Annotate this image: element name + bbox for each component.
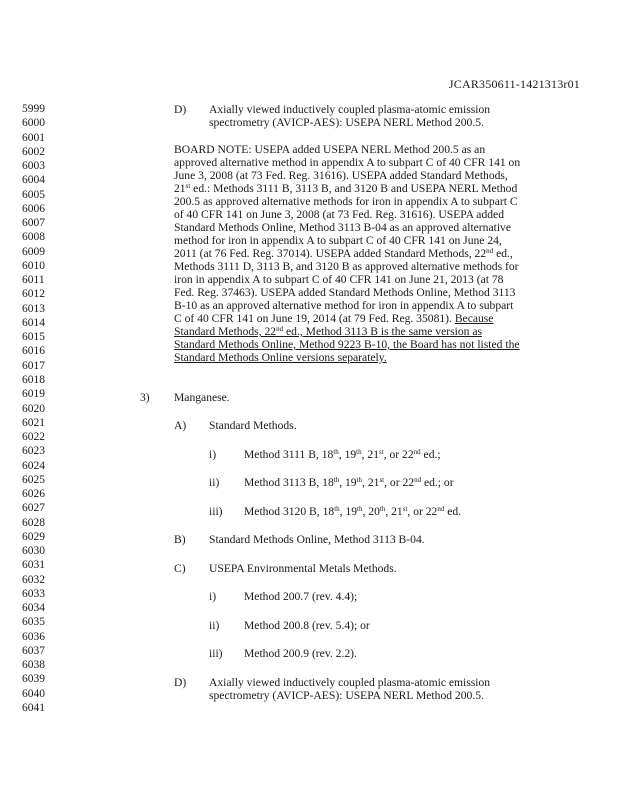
board-note-line-16: Standard Methods Online, Method 9223 B-10, the Board has not listed the — [174, 338, 520, 351]
board-note-line-17: Standard Methods Online versions separately. — [174, 351, 387, 364]
line-number: 6036 — [22, 630, 45, 643]
board-note-line-5: 200.5 as approved alternative methods for iron in appendix A to subpart C — [174, 195, 518, 208]
avicp-aes-label: D) — [174, 676, 187, 689]
manganese-title: Manganese. — [174, 391, 230, 404]
board-note-line-15: Standard Methods, 22nd ed., Method 3113 B is the same version as — [174, 325, 482, 338]
line-number: 6030 — [22, 545, 45, 558]
line-number: 6019 — [22, 388, 45, 401]
line-number: 6023 — [22, 445, 45, 458]
line-number: 6021 — [22, 416, 45, 429]
standard-methods-online-text: Standard Methods Online, Method 3113 B-04. — [209, 533, 425, 546]
line-number: 6002 — [22, 145, 45, 158]
line-number: 6024 — [22, 459, 45, 472]
line-number: 6006 — [22, 202, 45, 215]
line-number: 6041 — [22, 701, 45, 714]
usepa-methods-label: C) — [174, 562, 186, 575]
line-number: 6037 — [22, 644, 45, 657]
line-number: 6017 — [22, 359, 45, 372]
board-note-line-3: June 3, 2008 (at 73 Fed. Reg. 31616). USEPA added Standard Methods, — [174, 169, 508, 182]
item-d-line1: Axially viewed inductively coupled plasma-atomic emission — [209, 103, 491, 116]
line-number: 6004 — [22, 174, 45, 187]
line-number: 6014 — [22, 316, 45, 329]
board-note-line-13: B-10 as an approved alternative method for iron in appendix A to subpart — [174, 299, 514, 312]
line-number: 6016 — [22, 345, 45, 358]
line-number: 6031 — [22, 559, 45, 572]
method-3120-label: iii) — [209, 505, 223, 518]
board-note-line-6: of 40 CFR 141 on June 3, 2008 (at 73 Fed. Reg. 31616). USEPA added — [174, 208, 504, 221]
method-3120-text: Method 3120 B, 18th, 19th, 20th, 21st, or 22nd ed. — [244, 505, 462, 518]
line-number: 6025 — [22, 473, 45, 486]
line-number: 6029 — [22, 530, 45, 543]
line-number: 6028 — [22, 516, 45, 529]
avicp-aes-line1: Axially viewed inductively coupled plasma-atomic emission — [209, 676, 491, 689]
line-number: 6010 — [22, 259, 45, 272]
board-note-line-9: 2011 (at 76 Fed. Reg. 37014). USEPA added Standard Methods, 22nd ed., — [174, 247, 513, 260]
line-number: 6032 — [22, 573, 45, 586]
board-note-line-12: Fed. Reg. 37463). USEPA added Standard Methods Online, Method 3113 — [174, 286, 516, 299]
method-200-8-text: Method 200.8 (rev. 5.4); or — [244, 619, 370, 632]
line-number: 6020 — [22, 402, 45, 415]
line-number: 6013 — [22, 302, 45, 315]
board-note-line-10: Methods 3111 D, 3113 B, and 3120 B as approved alternative methods for — [174, 260, 519, 273]
line-number: 6035 — [22, 616, 45, 629]
line-number: 6026 — [22, 488, 45, 500]
usepa-methods-title: USEPA Environmental Metals Methods. — [209, 562, 397, 575]
line-number: 6003 — [22, 160, 45, 172]
method-200-9-label: iii) — [209, 647, 223, 660]
line-number: 6012 — [22, 288, 45, 301]
method-3113-text: Method 3113 B, 18th, 19th, 21st, or 22nd ed.; or — [244, 476, 454, 489]
item-d-label: D) — [174, 103, 187, 116]
method-3111-text: Method 3111 B, 18th, 19th, 21st, or 22nd ed.; — [244, 448, 441, 461]
line-number: 6001 — [22, 131, 45, 144]
board-note-line-1: BOARD NOTE: USEPA added USEPA NERL Method 200.5 as an — [174, 143, 486, 156]
line-number: 6011 — [22, 274, 45, 287]
line-number: 6008 — [22, 231, 45, 244]
board-note-line-7: Standard Methods Online, Method 3113 B-04 as an approved alternative — [174, 221, 511, 234]
line-number: 6034 — [22, 602, 45, 615]
board-note-line-8: method for iron in appendix A to subpart C of 40 CFR 141 on June 24, — [174, 234, 502, 247]
line-number: 6005 — [22, 188, 45, 201]
line-number: 6018 — [22, 373, 45, 386]
item-d-line2: spectrometry (AVICP-AES): USEPA NERL Method 200.5. — [209, 116, 484, 129]
method-3111-label: i) — [209, 448, 217, 461]
avicp-aes-line2: spectrometry (AVICP-AES): USEPA NERL Method 200.5. — [209, 689, 484, 702]
line-number: 6027 — [22, 502, 45, 515]
board-note-line-4: 21st ed.: Methods 3111 B, 3113 B, and 3120 B and USEPA NERL Method — [174, 182, 518, 195]
document-id-header: JCAR350611-1421313r01 — [448, 77, 580, 91]
method-200-8-label: ii) — [209, 619, 220, 632]
line-number: 6038 — [22, 659, 45, 672]
line-number: 6040 — [22, 687, 45, 700]
board-note-line-2: approved alternative method in appendix A to subpart C of 40 CFR 141 on — [174, 156, 521, 169]
standard-methods-title: Standard Methods. — [209, 419, 297, 432]
method-200-7-label: i) — [209, 590, 217, 603]
line-number: 6039 — [22, 673, 45, 686]
line-number: 6022 — [22, 431, 45, 443]
method-200-7-text: Method 200.7 (rev. 4.4); — [244, 590, 358, 603]
line-number: 6015 — [22, 331, 45, 344]
method-3113-label: ii) — [209, 476, 220, 489]
manganese-number: 3) — [140, 391, 150, 404]
line-number: 6033 — [22, 587, 45, 600]
line-number: 6000 — [22, 117, 45, 130]
board-note-line-11: iron in appendix A to subpart C of 40 CFR 141 on June 21, 2013 (at 78 — [174, 273, 504, 286]
line-number: 6007 — [22, 217, 45, 230]
line-number: 6009 — [22, 245, 45, 258]
standard-methods-online-label: B) — [174, 533, 186, 546]
method-200-9-text: Method 200.9 (rev. 2.2). — [244, 647, 357, 660]
line-number: 5999 — [22, 103, 45, 115]
board-note-line-14: C of 40 CFR 141 on June 19, 2014 (at 79 Fed. Reg. 35081). Because — [174, 312, 494, 325]
standard-methods-label: A) — [174, 419, 187, 432]
